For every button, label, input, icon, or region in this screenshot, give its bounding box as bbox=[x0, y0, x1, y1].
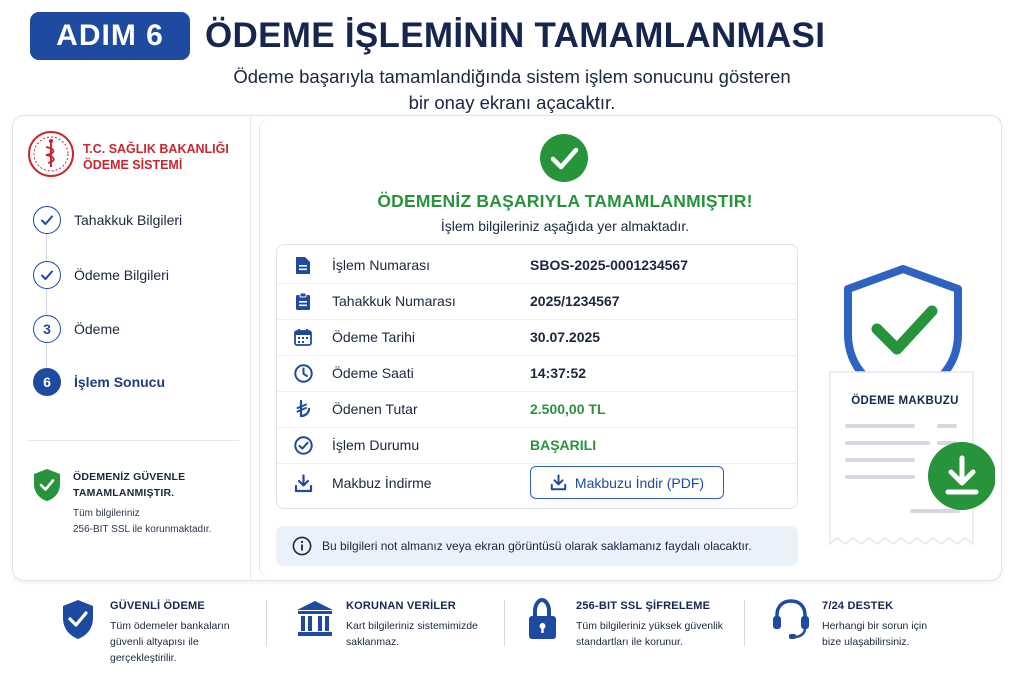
feature-divider bbox=[744, 600, 745, 646]
check-icon bbox=[33, 206, 61, 234]
calendar-icon bbox=[293, 327, 313, 347]
download-receipt-button[interactable] bbox=[530, 466, 724, 499]
success-title: ÖDEMENİZ BAŞARIYLA TAMAMLANMIŞTIR! bbox=[377, 191, 753, 211]
feature-text-line: Kart bilgileriniz sistemimizde bbox=[346, 620, 478, 632]
step-label: Ödeme bbox=[74, 321, 120, 337]
row-divider bbox=[277, 463, 797, 464]
feature-text-line: Tüm ödemeler bankaların bbox=[110, 620, 230, 632]
step-item-islem-sonucu[interactable] bbox=[33, 368, 165, 396]
feature-text-line: bize ulaşabilirsiniz. bbox=[822, 636, 910, 648]
feature-title: GÜVENLİ ÖDEME bbox=[110, 600, 205, 612]
detail-label: İşlem Durumu bbox=[332, 437, 420, 453]
page-title: ÖDEME İŞLEMİNİN TAMAMLANMASI bbox=[205, 16, 826, 55]
feature-title: 256-BIT SSL ŞİFRELEME bbox=[576, 600, 711, 612]
sidebar-divider bbox=[27, 440, 239, 441]
detail-label: Makbuz İndirme bbox=[332, 475, 432, 491]
result-panel bbox=[259, 119, 999, 577]
feature-text-line: gerçekleştirilir. bbox=[110, 652, 177, 664]
clock-icon bbox=[293, 363, 313, 383]
step-label: İşlem Sonucu bbox=[74, 374, 166, 390]
feature-text-line: standartları ile korunur. bbox=[576, 636, 683, 648]
check-icon bbox=[33, 261, 61, 289]
feature-divider bbox=[266, 600, 267, 646]
secure-title-line: TAMAMLANMIŞTIR. bbox=[73, 487, 175, 499]
detail-row-accrual-number bbox=[277, 283, 797, 319]
secure-title bbox=[73, 469, 185, 501]
bank-icon bbox=[296, 598, 336, 642]
download-button-label: Makbuzu İndir (PDF) bbox=[574, 474, 705, 491]
success-subtitle: İşlem bilgileriniz aşağıda yer almaktadır. bbox=[440, 218, 690, 234]
feature-protected-data bbox=[296, 598, 506, 668]
org-name bbox=[83, 141, 229, 173]
step-item-tahakkuk[interactable] bbox=[33, 206, 182, 234]
detail-value: 2.500,00 TL bbox=[530, 401, 606, 417]
shield-check-icon bbox=[33, 468, 61, 502]
detail-row-payment-date bbox=[277, 319, 797, 355]
detail-label: İşlem Numarası bbox=[332, 257, 431, 273]
download-icon bbox=[550, 474, 567, 491]
shield-check-icon bbox=[60, 598, 100, 642]
detail-row-paid-amount bbox=[277, 391, 797, 427]
sidebar bbox=[13, 116, 251, 580]
org-name-line: T.C. SAĞLIK BAKANLIĞI bbox=[83, 142, 229, 156]
feature-title: 7/24 DESTEK bbox=[822, 600, 894, 612]
check-circle-icon bbox=[293, 435, 313, 455]
detail-row-receipt-download bbox=[277, 465, 797, 501]
secure-text-line: Tüm bilgileriniz bbox=[73, 508, 140, 519]
detail-value: 14:37:52 bbox=[530, 365, 587, 381]
detail-label: Ödeme Saati bbox=[332, 365, 414, 381]
feature-text-line: Herhangi bir sorun için bbox=[822, 620, 928, 632]
subtitle-line: bir onay ekranı açacaktır. bbox=[408, 92, 616, 113]
feature-support bbox=[772, 598, 972, 668]
feature-text-line: Tüm bilgileriniz yüksek güvenlik bbox=[576, 620, 724, 632]
detail-row-payment-time bbox=[277, 355, 797, 391]
info-note bbox=[276, 526, 798, 566]
step-badge: ADIM 6 bbox=[30, 12, 190, 60]
detail-row-transaction-number bbox=[277, 247, 797, 283]
ministry-logo-icon bbox=[27, 130, 75, 178]
feature-divider bbox=[504, 600, 505, 646]
feature-text bbox=[822, 618, 927, 650]
step-item-odeme[interactable] bbox=[33, 315, 120, 343]
detail-value: 30.07.2025 bbox=[530, 329, 601, 345]
secure-text bbox=[73, 506, 211, 538]
success-check-icon bbox=[539, 133, 589, 183]
detail-label: Tahakkuk Numarası bbox=[332, 293, 456, 309]
receipt-title: ÖDEME MAKBUZU bbox=[851, 395, 959, 407]
receipt-shield-icon bbox=[815, 264, 995, 554]
feature-text bbox=[110, 618, 230, 666]
step-item-odeme-bilgileri[interactable] bbox=[33, 261, 169, 289]
secure-title-line: ÖDEMENİZ GÜVENLE bbox=[73, 471, 186, 483]
feature-title: KORUNAN VERİLER bbox=[346, 600, 456, 612]
feature-text bbox=[346, 618, 478, 650]
step-label: Tahakkuk Bilgileri bbox=[74, 212, 183, 228]
clipboard-icon bbox=[293, 291, 313, 311]
info-icon bbox=[292, 536, 312, 556]
step-connector-line bbox=[46, 232, 47, 382]
headset-icon bbox=[772, 598, 812, 642]
feature-text-line: güvenli altyapısı ile bbox=[110, 636, 199, 648]
lock-icon bbox=[526, 598, 566, 642]
feature-text bbox=[576, 618, 723, 650]
page-subtitle bbox=[0, 64, 1024, 116]
feature-text-line: saklanmaz. bbox=[346, 636, 400, 648]
document-icon bbox=[293, 255, 313, 275]
download-icon bbox=[293, 473, 313, 493]
detail-label: Ödenen Tutar bbox=[332, 401, 418, 417]
secure-text-line: 256-BIT SSL ile korunmaktadır. bbox=[73, 524, 212, 535]
lira-icon bbox=[293, 399, 313, 419]
transaction-details-table bbox=[276, 244, 798, 509]
detail-value: BAŞARILI bbox=[530, 437, 597, 453]
step-number: 6 bbox=[33, 368, 61, 396]
subtitle-line: Ödeme başarıyla tamamlandiğında sistem işlem sonucunu gösteren bbox=[233, 66, 791, 87]
info-note-text: Bu bilgileri not almanız veya ekran görüntüsü olarak saklamanız faydalı olacaktır. bbox=[322, 539, 752, 553]
payment-result-window bbox=[12, 115, 1002, 581]
detail-value: SBOS-2025-0001234567 bbox=[530, 257, 689, 273]
detail-row-status bbox=[277, 427, 797, 463]
org-name-line: ÖDEME SİSTEMİ bbox=[83, 158, 183, 172]
step-label: Ödeme Bilgileri bbox=[74, 267, 169, 283]
detail-value: 2025/1234567 bbox=[530, 293, 620, 309]
feature-ssl-encryption bbox=[526, 598, 741, 668]
receipt-illustration bbox=[815, 264, 995, 554]
feature-secure-payment bbox=[60, 598, 260, 668]
step-number: 3 bbox=[33, 315, 61, 343]
detail-label: Ödeme Tarihi bbox=[332, 329, 416, 345]
